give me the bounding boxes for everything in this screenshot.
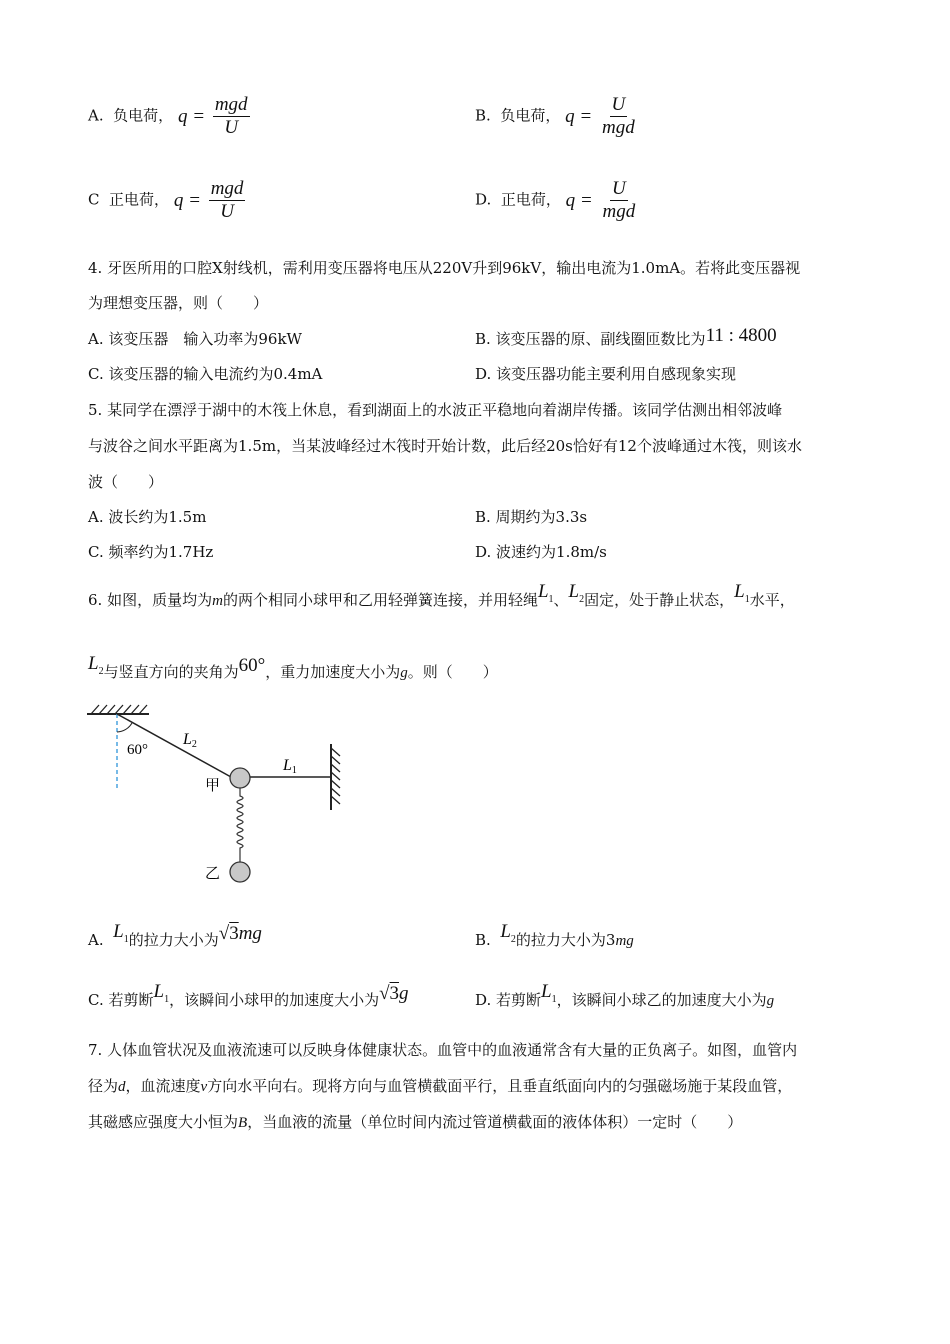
text: ，血流速度: [125, 1077, 201, 1095]
subscript: 1: [164, 993, 170, 1005]
unit-expr: mg: [238, 923, 262, 944]
unit-expr: g: [766, 993, 775, 1009]
denominator: U: [220, 201, 234, 222]
symbol: L: [500, 921, 511, 942]
symbol: L: [183, 731, 192, 748]
q3-option-c: [88, 178, 245, 223]
symbol: L: [734, 581, 745, 602]
text: 。则（ ）: [407, 663, 498, 681]
option-text: 正电荷，: [109, 190, 170, 209]
q3-option-a: [88, 94, 250, 139]
text: ，重力加速度大小为: [265, 663, 401, 681]
symbol: L: [541, 981, 552, 1002]
symbol: L: [283, 757, 292, 774]
ball-jia-label: 甲: [205, 778, 221, 794]
q5-stem-line1: 5. 某同学在漂浮于湖中的木筏上休息，看到湖面上的水波正平稳地向着湖岸传播。该同学估测出相邻波峰: [88, 401, 783, 419]
var-b: B: [238, 1115, 248, 1131]
q6-stem-line2: [88, 653, 498, 690]
numerator: mgd: [214, 94, 248, 115]
option-text: 正电荷，: [500, 190, 561, 209]
var-l1: [734, 581, 750, 605]
denominator: mgd: [602, 117, 635, 138]
text: 其磁感应强度大小恒为: [88, 1113, 239, 1131]
sqrt-expression: √3g: [379, 983, 409, 1004]
angle-value: 60°: [238, 655, 266, 676]
formula-lhs: q =: [565, 105, 593, 127]
q6-option-a: [88, 921, 262, 958]
q5-stem-line2: 与波谷之间水平距离为1.5m，当某波峰经过木筏时开始计数，此后经20s恰好有12个波峰通过木筏，则该水: [88, 437, 802, 455]
spring: [237, 788, 243, 862]
option-label: B.: [475, 931, 491, 949]
rope-l2-label: [182, 731, 197, 750]
numerator: U: [611, 178, 626, 199]
radicand: 3: [229, 923, 239, 944]
numerator: U: [611, 94, 626, 115]
symbol: L: [88, 653, 99, 674]
subscript: 1: [123, 933, 129, 945]
text: 固定，处于静止状态，: [584, 591, 735, 609]
text: 方向水平向右。现将方向与血管横截面平行，且垂直纸面向内的匀强磁场施于某段血管，: [207, 1077, 793, 1095]
q3-option-b: [475, 94, 637, 139]
q7-stem-line1: 7. 人体血管状况及血液流速可以反映身体健康状态。血管中的血液通常含有大量的正负离子。如图，血管内: [88, 1041, 798, 1059]
q4-option-a: A. 该变压器 输入功率为96kW: [88, 330, 302, 348]
sqrt-expression: √3mg: [218, 923, 262, 944]
angle-arc: [117, 723, 132, 732]
text: 水平，: [749, 591, 795, 609]
var-m: m: [212, 593, 223, 609]
ball-yi-label: 乙: [205, 866, 221, 882]
option-label: C. 若剪断: [88, 991, 154, 1009]
denominator: mgd: [602, 201, 636, 222]
rope-l1-label: [282, 757, 297, 776]
option-label: B.: [475, 106, 491, 125]
option-text: B. 该变压器的原、副线圈匝数比为: [475, 330, 706, 348]
ball-jia: [230, 768, 250, 788]
q6-option-d: [475, 981, 775, 1018]
separator: 、: [553, 591, 569, 609]
subscript: 2: [98, 665, 104, 677]
subscript: 1: [551, 993, 557, 1005]
option-label: C: [88, 190, 100, 209]
option-label: D.: [475, 190, 492, 209]
text: ，当血液的流量（单位时间内流过管道横截面的液体体积）一定时（ ）: [247, 1113, 743, 1131]
option-label: A.: [88, 106, 104, 125]
numerator: mgd: [210, 178, 244, 199]
formula-lhs: q =: [565, 189, 593, 211]
q4-option-c: C. 该变压器的输入电流约为0.4mA: [88, 365, 323, 383]
symbol: L: [113, 921, 124, 942]
q4-option-b: [475, 325, 777, 349]
subscript: 1: [744, 593, 750, 605]
radicand: 3: [389, 983, 400, 1004]
q5-option-a: A. 波长约为1.5m: [88, 508, 207, 526]
var-g: g: [400, 665, 408, 681]
text: 径为: [88, 1077, 119, 1095]
q5-option-c: C. 频率约为1.7Hz: [88, 543, 214, 561]
var-l2: [500, 921, 516, 945]
unit-expr: g: [399, 983, 409, 1004]
fraction: [600, 94, 637, 139]
subscript: 2: [579, 593, 585, 605]
subscript: 1: [291, 765, 297, 776]
ceiling-hatch: [91, 705, 147, 714]
option-text: 负电荷，: [113, 106, 174, 125]
var-l1: [153, 981, 170, 1005]
q5-stem-line3: 波（ ）: [88, 473, 164, 491]
option-text: ，该瞬间小球乙的加速度大小为: [556, 991, 767, 1009]
fraction: [600, 178, 637, 223]
denominator: U: [224, 117, 239, 138]
q5-option-b: B. 周期约为3.3s: [475, 508, 588, 526]
var-v: v: [200, 1079, 208, 1095]
option-label: A.: [88, 931, 104, 949]
var-d: d: [118, 1079, 126, 1095]
q7-stem-line2: [88, 1076, 792, 1097]
text: 6. 如图，质量均为: [88, 591, 213, 609]
text: 的两个相同小球甲和乙用轻弹簧连接，并用轻绳: [222, 591, 538, 609]
fraction: [213, 94, 250, 139]
text: 与竖直方向的夹角为: [103, 663, 239, 681]
angle-label: 60°: [127, 742, 148, 758]
q7-stem-line3: [88, 1112, 742, 1133]
q3-option-d: [475, 178, 637, 223]
q6-option-b: [475, 921, 634, 958]
option-text: ，该瞬间小球甲的加速度大小为: [169, 991, 380, 1009]
var-l1: [113, 921, 129, 945]
var-l1: [537, 581, 554, 605]
q6-figure: [85, 700, 355, 895]
formula-lhs: q =: [177, 105, 206, 127]
option-text: 负电荷，: [500, 106, 561, 125]
q4-option-d: D. 该变压器功能主要利用自感现象实现: [475, 365, 737, 383]
symbol: L: [153, 981, 165, 1002]
wall-hatch: [331, 748, 340, 804]
q4-stem-line2: 为理想变压器，则（ ）: [88, 294, 269, 312]
symbol: L: [537, 581, 549, 602]
q6-option-c: [88, 981, 409, 1018]
option-text: 的拉力大小为3: [515, 931, 616, 949]
symbol: L: [568, 581, 580, 602]
option-text: 的拉力大小为: [128, 931, 219, 949]
ball-yi: [230, 862, 250, 882]
q4-stem-line1: 4. 牙医所用的口腔X射线机，需利用变压器将电压从220V升到96kV，输出电流为1.0mA。若将此变压器视: [88, 259, 801, 277]
q6-stem-line1: [88, 581, 795, 618]
ratio: 11 : 4800: [705, 325, 777, 346]
subscript: 2: [191, 739, 197, 750]
formula-lhs: q =: [173, 189, 201, 211]
fraction: [209, 178, 246, 223]
unit-expr: mg: [615, 933, 634, 949]
subscript: 2: [510, 933, 516, 945]
subscript: 1: [548, 593, 554, 605]
var-l1: [541, 981, 557, 1005]
var-l2: [568, 581, 585, 605]
q5-option-d: D. 波速约为1.8m/s: [475, 543, 607, 561]
option-label: D. 若剪断: [475, 991, 542, 1009]
var-l2: [88, 653, 104, 677]
